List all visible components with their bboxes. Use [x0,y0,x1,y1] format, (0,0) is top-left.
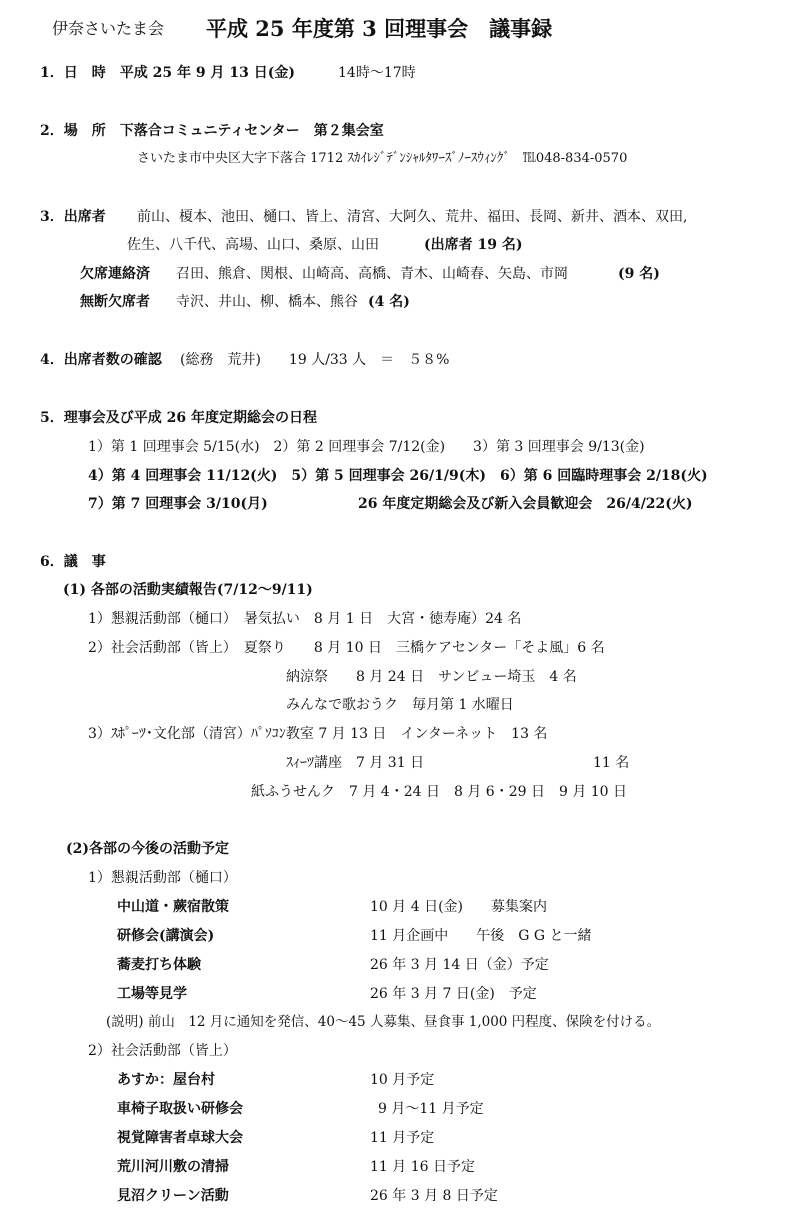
plan-item-detail: 26 年 3 月 14 日（金）予定 [370,957,549,973]
division-1-note: (説明) 前山 12 月に通知を発信、40～45 人募集、昼食事 1,000 円程度、保険を付ける。 [106,1014,661,1030]
plan-item-detail: 26 年 3 月 7 日(金) 予定 [370,986,537,1002]
no-show-names: 寺沢、井山、柳、橋本、熊谷 [176,294,358,310]
section-1-date: 1．日 時 平成 25 年 9 月 13 日(金) [40,65,295,81]
activity-report-heading: (1) 各部の活動実績報告(7/12～9/11) [63,582,313,598]
section-6-proceedings: 6．議 事 [40,554,106,570]
absent-notified-count: (9 名) [618,266,660,282]
plan-item-name: 中山道・蕨宿散策 [117,899,229,915]
plan-item-name: 見沼クリーン活動 [117,1188,229,1204]
no-show-label: 無断欠席者 [80,294,150,310]
plan-item-detail: 10 月予定 [370,1072,435,1088]
plan-item-name: 車椅子取扱い研修会 [117,1101,243,1117]
absent-notified-label: 欠席連絡済 [80,266,150,282]
section-4-attendance-check: 4．出席者数の確認 [40,352,162,368]
plan-item-name: 荒川河川敷の清掃 [117,1159,229,1175]
future-plans-heading: (2)各部の今後の活動予定 [66,841,229,857]
attendee-names-line-1: 前山、榎本、池田、樋口、皆上、清宮、大阿久、荒井、福田、長岡、新井、酒本、双田, [137,209,688,225]
plan-item-detail: 10 月 4 日(金) 募集案内 [370,899,547,915]
section-5-schedule: 5．理事会及び平成 26 年度定期総会の日程 [40,410,317,426]
schedule-row-2: 4）第 4 回理事会 11/12(火) 5）第 5 回理事会 26/1/9(木) 6）第 6 回臨時理事会 2/18(火) [88,468,708,484]
division-1-heading: 1）懇親活動部（樋口） [88,870,237,886]
plan-item-name: あすか：屋台村 [117,1072,215,1088]
plan-item-detail: 11 月予定 [370,1130,435,1146]
section-3-attendees-label: 3．出席者 [40,209,106,225]
section-2-place: 2．場 所 下落合コミュニティセンター 第２集会室 [40,123,384,139]
plan-item-detail: 9 月～11 月予定 [378,1101,484,1117]
organization-name: 伊奈さいたま会 [52,19,165,38]
absent-notified-names: 召田、熊倉、関根、山崎高、高橋、青木、山崎春、矢島、市岡 [176,266,568,282]
activity-report-row-2: 2）社会活動部（皆上） 夏祭り 8 月 10 日 三橋ケアセンター「そよ風」6 名 [88,640,605,656]
meeting-time: 14時～17時 [338,65,416,81]
activity-report-row-1: 1）懇親活動部（樋口） 暑気払い 8 月 1 日 大宮・徳寿庵）24 名 [88,611,522,627]
attendee-names-line-2: 佐生、八千代、高場、山口、桑原、山田 [127,237,379,253]
attendee-count: (出席者 19 名) [424,237,523,253]
activity-report-row-3c: 紙ふうせんク 7 月 4・24 日 8 月 6・29 日 9 月 10 日 [251,784,628,800]
document-title: 平成 25 年度第 3 回理事会 議事録 [206,16,553,41]
activity-report-row-3b: ｽｨｰﾂ講座 7 月 31 日 [286,755,425,771]
plan-item-name: 視覚障害者卓球大会 [117,1130,243,1146]
activity-report-row-2b: 納涼祭 8 月 24 日 サンビュー埼玉 4 名 [286,669,577,685]
plan-item-name: 蕎麦打ち体験 [117,957,201,973]
schedule-row-3-meeting: 7）第 7 回理事会 3/10(月) [88,496,268,512]
plan-item-name: 工場等見学 [117,986,187,1002]
activity-report-row-2c: みんなで歌おうク 毎月第 1 水曜日 [286,697,514,713]
activity-report-row-3: 3）ｽﾎﾟｰﾂ･文化部（清宮）ﾊﾟｿｺﾝ教室 7 月 13 日 インターネット 13 名 [88,726,548,742]
schedule-row-3-general-meeting: 26 年度定期総会及び新入会員歓迎会 26/4/22(火) [358,496,693,512]
schedule-row-1: 1）第 1 回理事会 5/15(水) 2）第 2 回理事会 7/12(金) 3）第 3 回理事会 9/13(金) [88,439,645,455]
plan-item-name: 研修会(講演会) [117,928,215,944]
attendance-ratio: (総務 荒井) 19 人/33 人 ＝ ５８% [180,352,450,368]
plan-item-detail: 11 月 16 日予定 [370,1159,475,1175]
plan-item-detail: 26 年 3 月 8 日予定 [370,1188,498,1204]
venue-address: さいたま市中央区大字下落合 1712 ｽｶｲﾚｼﾞﾃﾞﾝｼｬﾙﾀﾜｰｽﾞﾉｰｽｳｨﾝｸﾞ ℡048-834-0570 [137,151,628,166]
activity-report-row-3b-count: 11 名 [593,755,630,771]
plan-item-detail: 11 月企画中 午後 G G と一緒 [370,928,592,944]
no-show-count: (4 名) [368,294,410,310]
division-2-heading: 2）社会活動部（皆上） [88,1043,237,1059]
